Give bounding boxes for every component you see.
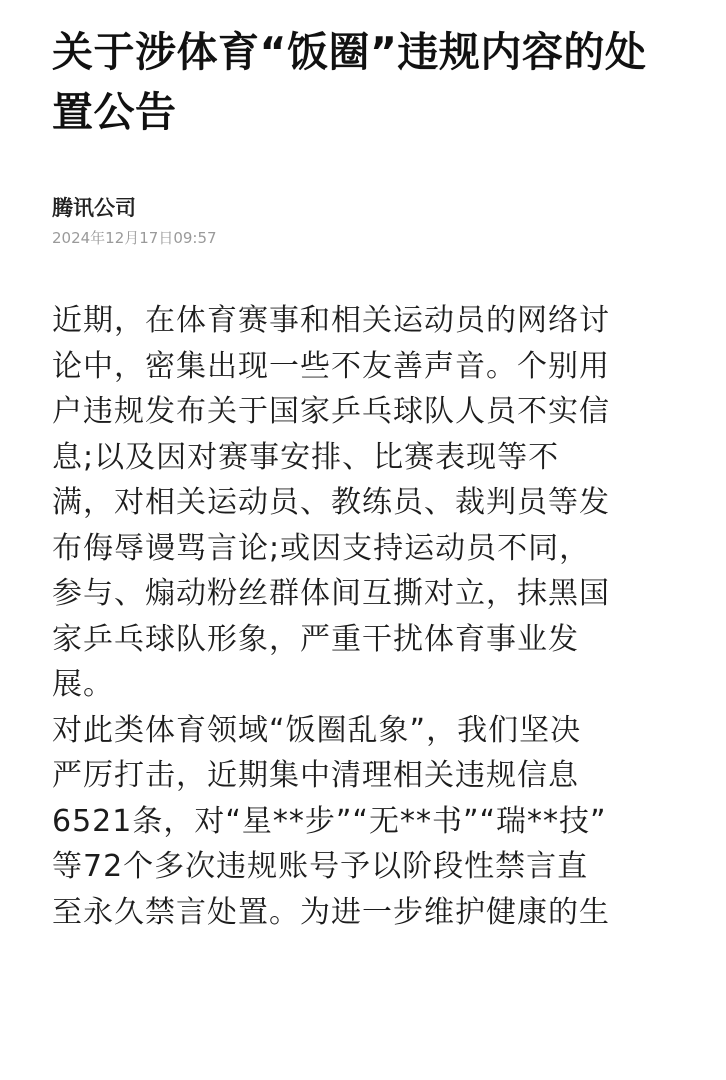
publish-date: 2024年12月17日09:57 xyxy=(52,229,217,247)
text-line: 户违规发布关于国家乒乓球队人员不实信 xyxy=(52,394,610,429)
text-line: 参与、煽动粉丝群体间互撕对立，抹黑国 xyxy=(52,576,610,611)
text-line: 论中，密集出现一些不友善声音。个别用 xyxy=(52,348,610,384)
text-line: 布侮辱谩骂言论;或因支持运动员不同， xyxy=(52,530,591,566)
text-line: 严厉打击，近期集中清理相关违规信息 xyxy=(52,758,579,793)
article xyxy=(52,0,682,935)
text-line: 等72个多次违规账号予以阶段性禁言直 xyxy=(52,849,589,884)
text-line: 对此类体育领域“饭圈乱象”，我们坚决 xyxy=(52,712,582,748)
text-line: 满，对相关运动员、教练员、裁判员等发 xyxy=(52,485,610,520)
paragraph xyxy=(52,298,682,708)
title-line: 关于涉体育“饭圈”违规内容的处 xyxy=(52,28,647,76)
article-title xyxy=(52,0,682,142)
text-line: 近期，在体育赛事和相关运动员的网络讨 xyxy=(52,303,610,338)
title-line: 置公告 xyxy=(52,88,177,136)
text-line: 至永久禁言处置。为进一步维护健康的生 xyxy=(52,894,610,930)
text-line: 展。 xyxy=(52,667,114,702)
paragraph xyxy=(52,708,682,936)
text-line: 息;以及因对赛事安排、比赛表现等不 xyxy=(52,439,560,475)
text-line: 家乒乓球队形象，严重干扰体育事业发 xyxy=(52,621,579,657)
author-name[interactable]: 腾讯公司 xyxy=(52,196,136,220)
article-body xyxy=(52,298,682,935)
text-line: 6521条，对“星**步”“无**书”“瑞**技” xyxy=(52,803,607,839)
